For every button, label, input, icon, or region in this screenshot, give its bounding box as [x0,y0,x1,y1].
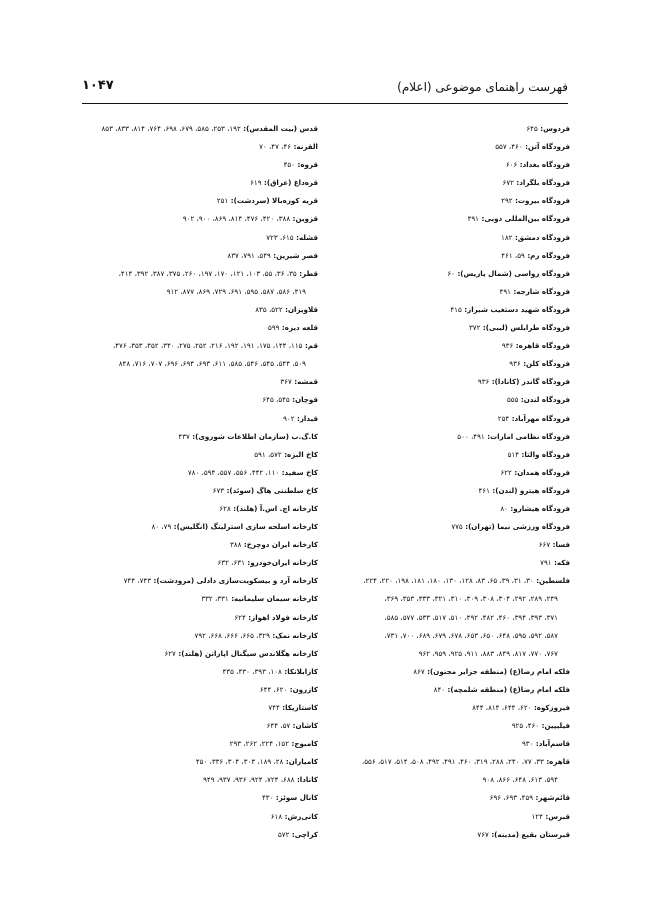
index-term: قطر [302,268,318,278]
index-entry: فرودگاه دمشق: ۱۸۲ [501,232,570,242]
index-entry: قریه کوره‌بالا (سردشت): ۲۵۱ [216,196,318,206]
index-term: قصر شیرین [276,250,318,260]
index-entry: فرودگاه بیروت: ۲۹۲ [501,196,570,206]
index-entry-continuation: ۵۰۹، ۵۴۴، ۵۴۵، ۵۴۶، ۵۸۵، ۶۱۱، ۶۹۳، ۶۹۴، ۶۹۶، ۷۰۷، ۷۱۶، ۸۴۸ [118,359,306,369]
index-pages: ۶۴۵ [526,124,538,133]
index-entry: کارخانه اچ. اس.آ (هلند): ۶۲۸ [219,503,318,513]
index-entry: کانادا: ۶۸۸، ۷۲۴، ۹۲۴، ۹۳۶، ۹۳۷، ۹۴۹ [203,775,318,785]
index-pages: ۴۶۰، ۹۲۵ [511,721,540,731]
index-term: قلعه دیزه [284,323,318,333]
index-entry: فسا: ۶۶۷ [538,540,570,550]
index-pages: ۳۸۸، ۴۲۰، ۴۷۶، ۸۱۴، ۸۶۹، ۹۰۰، ۹۰۲ [182,214,291,224]
index-entry: قاسم‌آباد: ۹۳۰ [522,739,570,749]
index-term: فرودگاه کلن [526,359,570,369]
index-term: قمشه [297,377,318,387]
index-pages: ۳۷۲ [468,323,481,333]
index-entry: فرودگاه طرابلس (لیبی): ۳۷۲ [468,323,570,333]
index-term: فرودگاه مهرآباد [514,413,570,423]
index-entry: فیلیپین: ۴۶۰، ۹۲۵ [511,721,570,731]
index-pages: ۵۷، ۶۴۴ [266,721,291,731]
index-entry: فرودگاه ورزشی نیما (تهران): ۷۷۵ [451,522,570,532]
index-term: قدس (بیت المقدس) [246,124,318,133]
index-pages: ۱۹۲، ۲۵۳، ۵۸۵، ۶۷۹، ۶۹۸، ۷۶۴، ۸۱۴، ۸۳۳، ۸۵۳ [101,124,241,133]
index-column-left [80,120,318,844]
index-term: کازابلانکا [287,666,318,676]
index-term: کازرون [292,684,318,694]
index-entry: کامبوج: ۱۵۲، ۲۲۴، ۲۶۲، ۲۹۳ [229,739,318,749]
index-term: کارخانه ایران‌خودرو [250,558,318,568]
index-pages: ۱۱۰، ۴۴۲، ۵۵۶، ۵۵۷، ۵۹۴، ۷۸۰ [187,467,280,477]
index-entry: فرودگاه والتا: ۵۱۴ [507,449,570,459]
index-term: فرودگاه بغداد [522,160,570,170]
index-entry: کراچی: ۵۷۲ [277,829,318,839]
index-pages: ۴۶۱ [478,485,490,495]
index-term: قائم‌شهر [538,793,570,803]
index-pages: ۴۳۰ [262,793,274,803]
index-term: قبرس [548,811,570,821]
index-term: کاخ سلطنتی هاگ (سوئد) [229,485,318,495]
index-pages: ۵۷۲، ۵۹۱ [254,449,282,459]
index-term: فرودگاه هیترو (لندن) [495,485,570,495]
index-pages: ۶۲۰، ۶۴۴ [259,684,288,694]
index-term: قره‌داغ (عراق) [266,178,318,188]
index-entry: کارخانه ایران دوچرخ: ۳۸۸ [230,540,318,550]
index-pages: ۸۰ [500,503,508,513]
index-entry: فرودگاه هیشارو: ۸۰ [500,503,570,513]
index-pages: ۴۹۱ [499,286,511,296]
index-entry: قاهره: ۳۳، ۷۷، ۲۴۰، ۲۸۸، ۳۱۹، ۴۶۰، ۴۹۱، ۴۹۲، ۵۰۸، ۵۱۴، ۵۱۷، ۵۵۶، [361,757,570,767]
index-pages: ۸۴۰ [433,684,446,694]
index-pages: ۴۶۰، ۵۵۷ [495,142,523,152]
index-entry: فرودگاه نظامی امارات: ۴۹۱، ۵۰۰ [457,431,570,441]
index-pages: ۵۴۵، ۶۴۵ [262,395,290,405]
index-entry: کارخانه سیمان سلیمانیه: ۳۳۱، ۳۳۲ [201,594,318,604]
index-pages: ۴۶، ۴۷، ۷۰ [259,142,292,152]
index-entry-continuation: ۷۶۷، ۷۷۰، ۸۱۷، ۸۴۹، ۸۸۳، ۹۱۱، ۹۲۵، ۹۵۹، ۹۶۲ [418,648,558,658]
index-entry: قمشه: ۳۶۷ [280,377,318,387]
index-entry: قم: ۱۱۵، ۱۴۴، ۱۷۵، ۱۹۱، ۱۹۲، ۲۱۶، ۲۵۲، ۲۷۵، ۳۴۰، ۳۵۲، ۳۵۳، ۴۷۶، [112,341,318,351]
index-term: قلاویزان [287,304,318,314]
header-rule [82,103,568,104]
index-pages: ۴۹۱، ۵۰۰ [457,431,485,441]
index-entry: قیدار: ۹۰۲ [283,413,318,423]
index-column-right [332,120,570,844]
index-pages: ۶۲۷ [164,648,176,658]
index-entry: قلاویزان: ۵۲۲، ۸۳۵ [255,304,318,314]
index-term: فرودگاه طرابلس (لیبی) [485,323,570,333]
index-term: کارخانه سیمان سلیمانیه [234,594,318,604]
index-entry: قزوین: ۳۸۸، ۴۲۰، ۴۷۶، ۸۱۴، ۸۶۹، ۹۰۰، ۹۰۲ [182,214,318,224]
index-pages: ۵۵۵ [506,395,519,405]
index-entry: کاستاریکا: ۷۴۴ [268,703,318,712]
index-pages: ۱۰۸، ۳۹۳، ۴۳۰، ۴۳۵ [222,666,282,676]
index-entry: قبرس: ۱۲۴ [531,811,570,821]
index-entry: کاخ سفید: ۱۱۰، ۴۴۲، ۵۵۶، ۵۵۷، ۵۹۴، ۷۸۰ [187,467,318,477]
index-entry: فرودگاه گاندر (کانادا): ۹۳۶ [477,377,570,387]
index-term: قروه [300,160,318,170]
index-entry: فردوس: ۶۴۵ [526,124,570,133]
index-pages: ۲۵۴ [497,413,510,423]
index-term: کارخانه هگلاندس سیگنال اپاراتن (هلند) [181,648,318,658]
index-entry: فرودگاه بلگراد: ۶۷۲ [502,178,570,188]
index-term: فرودگاه دمشق [517,232,570,242]
index-entry: کارخانه نمک: ۳۲۹، ۶۶۵، ۶۶۶، ۶۶۸، ۷۹۲ [194,630,318,640]
index-pages: ۶۲۲ [500,467,512,477]
index-entry: قدس (بیت المقدس): ۱۹۲، ۲۵۳، ۵۸۵، ۶۷۹، ۶۹۸، ۷۶۴، ۸۱۴، ۸۳۳، ۸۵۳ [101,124,318,133]
index-term: القرنه [296,142,318,152]
index-pages: ۶۰ [447,268,455,278]
index-entry: فرودگاه همدان: ۶۲۲ [500,467,570,477]
index-term: کارخانه فولاد اهواز [251,612,318,622]
index-term: فرودگاه والتا [524,449,570,459]
index-pages: ۴۱۵ [450,304,462,314]
index-term: فکه [556,558,570,568]
index-entry: کاخ سلطنتی هاگ (سوئد): ۶۷۳ [212,485,318,495]
index-entry: کانال سوئز: ۴۳۰ [262,793,318,803]
index-pages: ۸۶۷ [413,666,425,676]
index-entry: فرودگاه کلن: ۹۳۶ [509,359,570,369]
index-term: قاسم‌آباد [538,739,570,749]
index-pages: ۶۶۷ [538,540,551,550]
index-term: کاخ سفید [284,467,318,477]
index-entry-continuation: ۵۸۷، ۵۹۲، ۵۹۵، ۶۴۸، ۶۵۰، ۶۵۳، ۶۷۸، ۶۷۹، ۶۸۹، ۷۰۰، ۷۳۱، [384,630,558,640]
index-term: فرودگاه شارجه [516,286,570,296]
index-entry: فلکه امام رضا(ع) (منطقه جزایر مجنون): ۸۶۷ [413,666,570,676]
index-pages: ۶۲۴ [234,612,246,622]
index-entry: فکه: ۷۹۱ [540,558,570,568]
index-entry: فلکه امام رضا(ع) (منطقه شلمچه): ۸۴۰ [433,684,570,694]
index-entry: فرودگاه شهید دستغیب شیراز: ۴۱۵ [450,304,570,314]
index-term: کارخانه نمک [275,630,318,640]
index-entry: قروه: ۴۵۰ [283,160,318,170]
index-entry: قائم‌شهر: ۴۵۹، ۶۹۳، ۶۹۶ [489,793,570,803]
index-entry-continuation: ۵۹۴، ۶۱۳، ۶۴۸، ۸۶۶، ۹۰۸ [482,775,558,785]
index-entry: قشله: ۶۱۵، ۷۲۳ [266,232,318,242]
index-term: فرودگاه بلگراد [519,178,570,188]
index-entry: کا.گ.ب (سازمان اطلاعات شوروی): ۴۳۷ [178,431,318,441]
index-pages: ۹۳۶ [477,377,490,387]
index-pages: ۳۰، ۳۱، ۳۹، ۶۵، ۸۳، ۱۲۸، ۱۳۰، ۱۸۰، ۱۸۱، ۱۹۸، ۲۲۰، ۲۲۴، [363,576,534,586]
index-term: قیدار [299,413,318,423]
index-pages: ۵۷۲ [277,829,290,839]
index-term: قشله [298,232,318,242]
index-pages: ۴۹۱ [467,214,479,224]
index-term: فرودگاه نظامی امارات [490,431,570,441]
index-entry: قصر شیرین: ۵۴۹، ۷۹۱، ۸۳۷ [227,250,318,260]
index-pages: ۱۲۴ [531,811,543,821]
index-term: فرودگاه همدان [517,467,570,477]
index-entry: فرودگاه بین‌المللی دوبی: ۴۹۱ [467,214,570,224]
index-term: کارخانه ایران دوچرخ [246,540,318,550]
index-term: کانال سوئز [278,793,318,803]
index-pages: ۲۸، ۱۸۹، ۳۰۳، ۳۰۴، ۳۳۶، ۴۵۰ [195,757,284,767]
index-entry: کازابلانکا: ۱۰۸، ۳۹۳، ۴۳۰، ۴۳۵ [222,666,318,676]
index-term: قریه کوره‌بالا (سردشت) [233,196,318,206]
index-entry: کارخانه هگلاندس سیگنال اپاراتن (هلند): ۶۲۷ [164,648,318,658]
index-entry: کاشان: ۵۷، ۶۴۴ [266,721,318,731]
index-pages: ۱۸۲ [501,232,513,242]
index-term: فرودگاه قاهره [518,341,570,351]
index-pages: ۷۴۴ [268,703,280,712]
index-term: قم [307,341,318,351]
index-term: فرودگاه گاندر (کانادا) [494,377,570,387]
index-pages: ۵۹، ۴۶۱ [501,250,525,260]
index-entry: قبرستان بقیع (مدینه): ۷۶۷ [477,829,570,839]
index-term: قبرستان بقیع (مدینه) [494,829,570,839]
index-pages: ۹۳۶ [501,341,514,351]
index-entry: قوچان: ۵۴۵، ۶۴۵ [262,395,318,405]
index-term: کراچی [294,829,318,839]
index-entry: کارخانه فولاد اهواز: ۶۲۴ [234,612,318,622]
index-term: کامیاران [288,757,318,767]
index-entry: فرودگاه مهرآباد: ۲۵۴ [497,413,570,423]
index-entry: فرودگاه شارجه: ۴۹۱ [499,286,570,296]
index-pages: ۹۳۶ [509,359,521,369]
index-pages: ۳۸۸ [230,540,242,550]
index-term: فرودگاه رواسی (شمال پاریس) [460,268,570,278]
index-entry: کانی‌رش: ۶۱۸ [270,811,318,821]
index-entry: فرودگاه رواسی (شمال پاریس): ۶۰ [447,268,570,278]
index-pages: ۷۹، ۸۰ [151,522,172,532]
index-term: فرودگاه شهید دستغیب شیراز [467,304,570,314]
index-pages: ۱۱۵، ۱۴۴، ۱۷۵، ۱۹۱، ۱۹۲، ۲۱۶، ۲۵۲، ۲۷۵، ۳۴۰، ۳۵۲، ۳۵۳، ۴۷۶، [112,341,303,351]
index-term: کانی‌رش [287,811,318,821]
index-entry: فلسطین: ۳۰، ۳۱، ۳۹، ۶۵، ۸۳، ۱۲۸، ۱۳۰، ۱۸۰، ۱۸۱، ۱۹۸، ۲۲۰، ۲۲۴، [363,576,570,586]
index-pages: ۶۸۸، ۷۲۴، ۹۲۴، ۹۳۶، ۹۳۷، ۹۴۹ [203,775,295,785]
index-entry: فرودگاه آتن: ۴۶۰، ۵۵۷ [495,142,570,152]
page-header [82,78,568,100]
index-entry: فرودگاه هیترو (لندن): ۴۶۱ [478,485,570,495]
index-entry: کارخانه آرد و بیسکویت‌سازی دادلی (مرودشت): ۷۴۳، ۷۴۴ [123,576,318,586]
index-entry: کازرون: ۶۲۰، ۶۴۴ [259,684,318,694]
index-pages: ۳۶۷ [280,377,292,387]
index-term: کانادا [299,775,318,785]
index-term: کارخانه آرد و بیسکویت‌سازی دادلی (مرودشت) [156,576,318,586]
index-entry: قره‌داغ (عراق): ۶۱۹ [250,178,318,188]
index-pages: ۶۳۱، ۶۳۲ [217,558,245,568]
index-entry: فرودگاه قاهره: ۹۳۶ [501,341,570,351]
index-pages: ۹۰۲ [283,413,295,423]
index-term: فلکه امام رضا(ع) (منطقه جزایر مجنون) [430,666,570,676]
index-pages: ۷۷۵ [451,522,463,532]
index-pages: ۶۱۸ [270,811,283,821]
index-pages: ۶۲۸ [219,503,231,513]
index-entry: کاخ البزه: ۵۷۲، ۵۹۱ [254,449,318,459]
index-term: قوچان [295,395,318,405]
index-term: فسا [555,540,570,550]
index-entry: فرودگاه رم: ۵۹، ۴۶۱ [501,250,570,260]
index-pages: ۵۲۲، ۸۳۵ [255,304,283,314]
index-term: کاشان [295,721,318,731]
running-title: فهرست راهنمای موضوعی (اعلام) [397,80,568,94]
index-pages: ۳۳، ۷۷، ۲۴۰، ۲۸۸، ۳۱۹، ۴۶۰، ۴۹۱، ۴۹۲، ۵۰۸، ۵۱۴، ۵۱۷، ۵۵۶، [361,757,544,767]
index-entry: فرودگاه لندن: ۵۵۵ [506,395,570,405]
index-pages: ۱۵۲، ۲۲۴، ۲۶۲، ۲۹۳ [229,739,290,749]
index-term: فلکه امام رضا(ع) (منطقه شلمچه) [450,684,570,694]
index-pages: ۲۹۲ [501,196,513,206]
index-pages: ۲۵۱ [216,196,229,206]
index-term: فلسطین [539,576,570,586]
index-pages: ۶۷۲ [502,178,514,188]
index-pages: ۶۰۶ [505,160,518,170]
index-term: فیروزکوه [536,703,570,712]
index-entry-continuation: ۲۴۹، ۲۸۹، ۲۹۲، ۳۰۴، ۳۰۸، ۳۰۹، ۳۱۰، ۳۲۱، ۳۳۳، ۳۵۳، ۳۶۹، [384,594,558,604]
index-pages: ۵۹۹ [268,323,280,333]
index-entry: فیروزکوه: ۶۲۰، ۶۴۴، ۸۱۴، ۸۴۴ [472,703,570,712]
index-pages: ۴۵۰ [283,160,296,170]
index-term: کارخانه اچ. اس.آ (هلند) [236,503,318,513]
index-pages: ۳۲۹، ۶۶۵، ۶۶۶، ۶۶۸، ۷۹۲ [194,630,270,640]
index-term: کاستاریکا [285,703,318,712]
index-pages: ۶۲۰، ۶۴۴، ۸۱۴، ۸۴۴ [472,703,532,712]
index-entry: کارخانه ایران‌خودرو: ۶۳۱، ۶۳۲ [217,558,318,568]
index-pages: ۵۱۴ [507,449,520,459]
index-entry: کارخانه اسلحه سازی استرلینگ (انگلیس): ۷۹، ۸۰ [151,522,318,532]
page-number: ۱۰۴۷ [82,78,114,93]
index-pages: ۴۳۷ [178,431,190,441]
index-term: فرودگاه آتن [527,142,570,152]
index-term: قاهره [549,757,570,767]
index-term: فرودگاه لندن [523,395,570,405]
index-term: کا.گ.ب (سازمان اطلاعات شوروی) [195,431,318,441]
index-entry: کامیاران: ۲۸، ۱۸۹، ۳۰۳، ۳۰۴، ۳۳۶، ۴۵۰ [195,757,318,767]
index-entry: قلعه دیزه: ۵۹۹ [268,323,318,333]
index-pages: ۶۷۳ [212,485,225,495]
index-term: فرودگاه بیروت [517,196,570,206]
index-pages: ۷۴۳، ۷۴۴ [123,576,152,586]
index-term: فیلیپین [544,721,570,731]
index-term: فرودگاه ورزشی نیما (تهران) [468,522,570,532]
index-term: فرودگاه بین‌المللی دوبی [484,214,570,224]
index-term: کارخانه اسلحه سازی استرلینگ (انگلیس) [176,522,318,532]
index-entry-continuation: ۴۱۹، ۵۸۶، ۵۸۷، ۵۹۵، ۶۹۱، ۷۲۹، ۸۶۹، ۸۷۷، ۹۱۲ [166,286,306,296]
index-term: فرودگاه هیشارو [513,503,570,513]
index-pages: ۴۵۹، ۶۹۳، ۶۹۶ [489,793,534,803]
index-entry: قطر: ۳۵، ۳۶، ۵۵، ۱۰۳، ۱۲۱، ۱۷۰، ۱۹۷، ۲۶۰، ۳۷۵، ۳۸۷، ۳۹۲، ۴۱۴، [118,268,318,278]
index-pages: ۳۳۱، ۳۳۲ [201,594,229,604]
index-entry: فرودگاه بغداد: ۶۰۶ [505,160,570,170]
index-pages: ۵۴۹، ۷۹۱، ۸۳۷ [227,250,271,260]
index-term: قزوین [295,214,318,224]
index-pages: ۳۵، ۳۶، ۵۵، ۱۰۳، ۱۲۱، ۱۷۰، ۱۹۷، ۲۶۰، ۳۷۵، ۳۸۷، ۳۹۲، ۴۱۴، [118,268,297,278]
index-term: فردوس [543,124,570,133]
index-pages: ۶۱۹ [250,178,262,188]
index-entry: القرنه: ۴۶، ۴۷، ۷۰ [259,142,318,152]
index-term: فرودگاه رم [530,250,570,260]
index-entry-continuation: ۳۷۱، ۳۹۳، ۳۹۴، ۴۶۰، ۴۸۲، ۴۹۲، ۵۱۰، ۵۱۷، ۵۳۳، ۵۷۷، ۵۸۵، [384,612,558,622]
index-pages: ۷۹۱ [540,558,552,568]
index-pages: ۷۶۷ [477,829,489,839]
index-term: کامبوج [294,739,318,749]
index-pages: ۶۱۵، ۷۲۳ [266,232,294,242]
index-pages: ۹۳۰ [522,739,534,749]
index-term: کاخ البزه [287,449,318,459]
